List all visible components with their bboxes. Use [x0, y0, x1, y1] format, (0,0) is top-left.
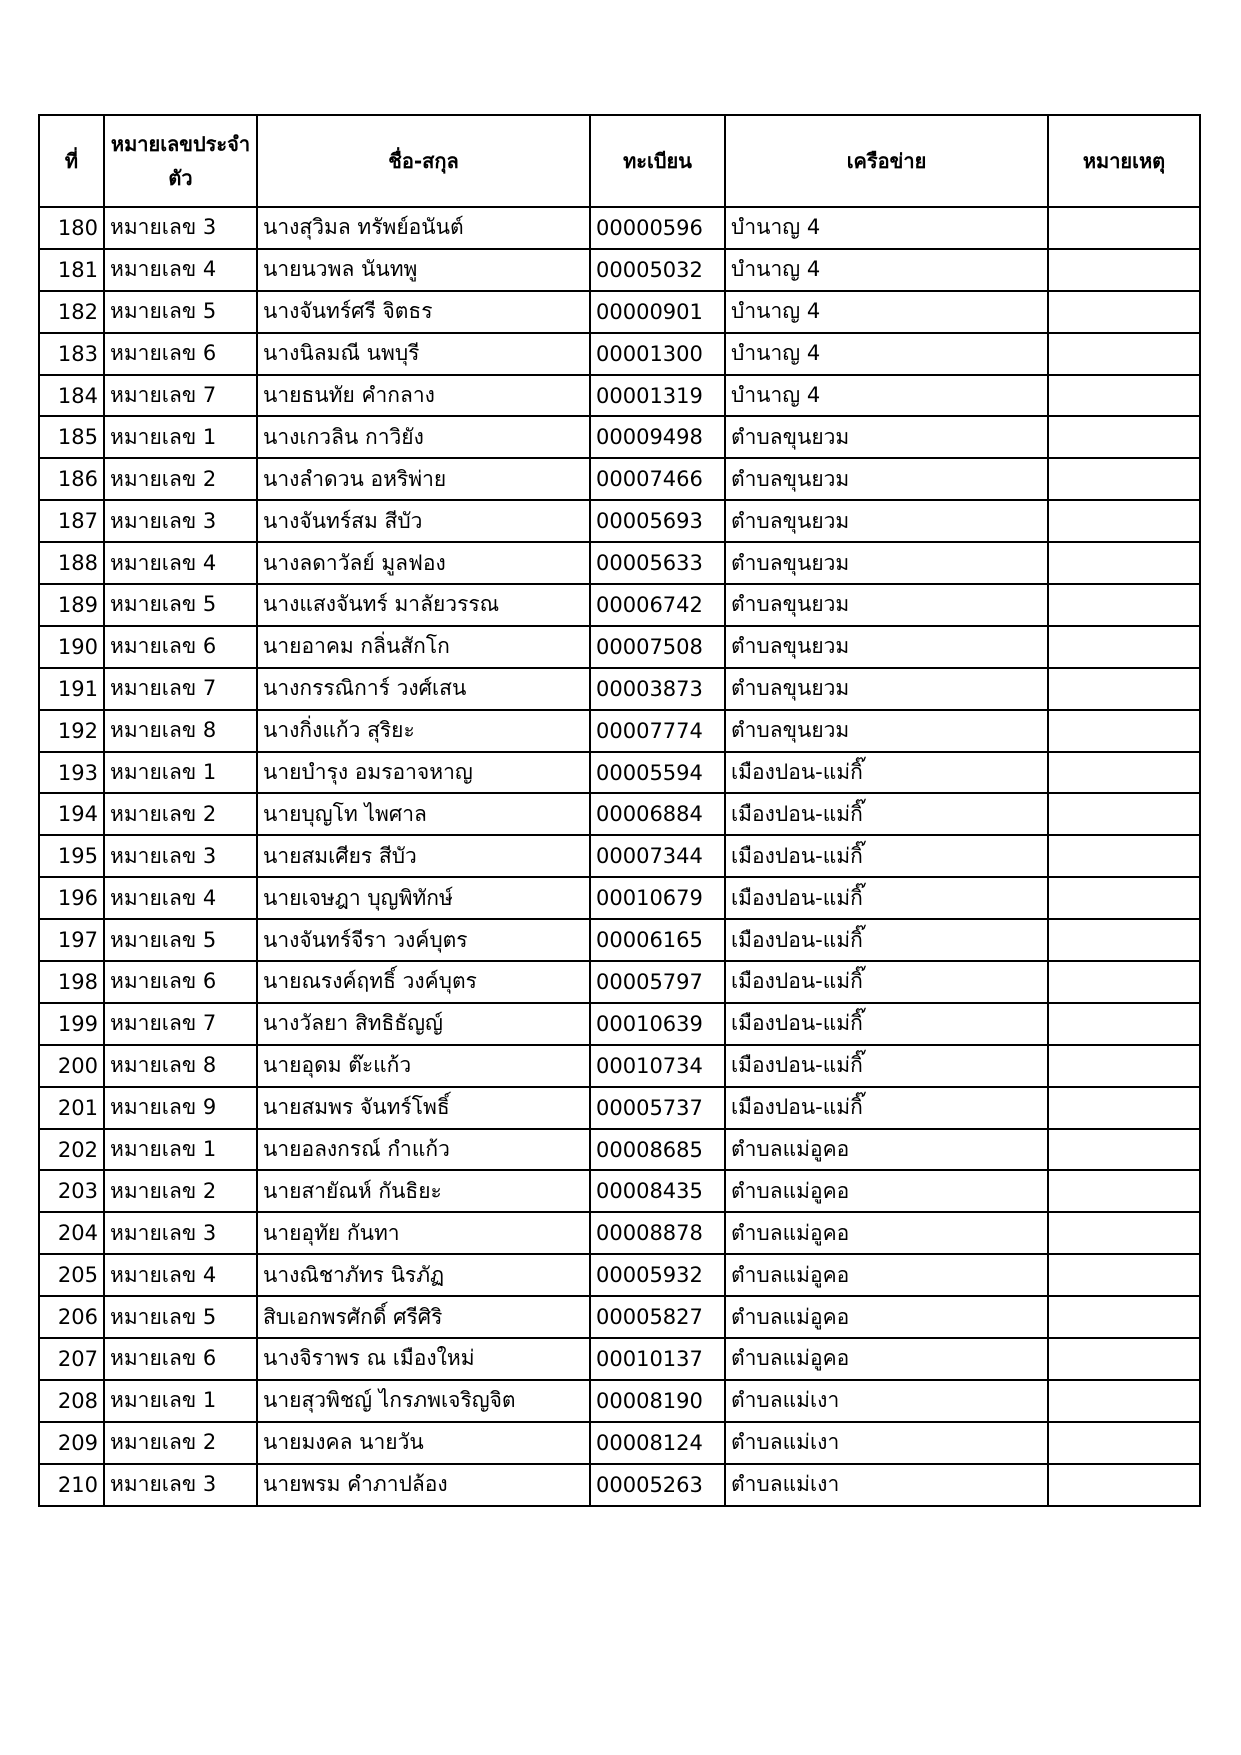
header-no: ที่ — [39, 115, 104, 207]
row-note — [1048, 375, 1200, 417]
row-name: นายเจษฎา บุญพิทักษ์ — [257, 877, 590, 919]
row-id: หมายเลข 1 — [104, 1129, 257, 1171]
row-registration: 00008435 — [590, 1170, 725, 1212]
row-id: หมายเลข 6 — [104, 1338, 257, 1380]
row-id: หมายเลข 3 — [104, 207, 257, 249]
row-registration: 00000596 — [590, 207, 725, 249]
row-network: ตำบลขุนยวม — [725, 458, 1048, 500]
row-network: เมืองปอน-แม่กิ๊ — [725, 919, 1048, 961]
row-note — [1048, 752, 1200, 794]
row-note — [1048, 333, 1200, 375]
table-row — [39, 1338, 1200, 1380]
table-row — [39, 710, 1200, 752]
row-id: หมายเลข 6 — [104, 333, 257, 375]
row-id: หมายเลข 1 — [104, 416, 257, 458]
row-network: ตำบลขุนยวม — [725, 542, 1048, 584]
table-row — [39, 626, 1200, 668]
table-row — [39, 1129, 1200, 1171]
row-id: หมายเลข 8 — [104, 710, 257, 752]
row-registration: 00005797 — [590, 961, 725, 1003]
row-note — [1048, 793, 1200, 835]
row-network: ตำบลแม่อูคอ — [725, 1338, 1048, 1380]
row-note — [1048, 584, 1200, 626]
row-name: นายอุดม ต๊ะแก้ว — [257, 1045, 590, 1087]
row-note — [1048, 207, 1200, 249]
row-number: 188 — [39, 542, 104, 584]
row-network: ตำบลขุนยวม — [725, 668, 1048, 710]
table-row — [39, 500, 1200, 542]
row-name: นายธนทัย คำกลาง — [257, 375, 590, 417]
row-id: หมายเลข 1 — [104, 1380, 257, 1422]
table-row — [39, 1212, 1200, 1254]
row-network: ตำบลขุนยวม — [725, 416, 1048, 458]
row-registration: 00007466 — [590, 458, 725, 500]
row-name: นางวัลยา สิทธิธัญญ์ — [257, 1003, 590, 1045]
row-network: เมืองปอน-แม่กิ๊ — [725, 835, 1048, 877]
row-network: บำนาญ 4 — [725, 291, 1048, 333]
row-note — [1048, 291, 1200, 333]
row-registration: 00000901 — [590, 291, 725, 333]
row-id: หมายเลข 5 — [104, 291, 257, 333]
row-number: 209 — [39, 1422, 104, 1464]
row-name: นายสุวพิชญ์ ไกรภพเจริญจิต — [257, 1380, 590, 1422]
header-id: หมายเลขประจำตัว — [104, 115, 257, 207]
row-registration: 00010679 — [590, 877, 725, 919]
row-network: เมืองปอน-แม่กิ๊ — [725, 793, 1048, 835]
row-registration: 00005633 — [590, 542, 725, 584]
row-registration: 00007344 — [590, 835, 725, 877]
row-registration: 00005693 — [590, 500, 725, 542]
row-number: 207 — [39, 1338, 104, 1380]
row-name: นายบำรุง อมรอาจหาญ — [257, 752, 590, 794]
row-network: บำนาญ 4 — [725, 207, 1048, 249]
table-row — [39, 752, 1200, 794]
row-id: หมายเลข 5 — [104, 584, 257, 626]
row-name: สิบเอกพรศักดิ์ ศรีศิริ — [257, 1296, 590, 1338]
table-row — [39, 1045, 1200, 1087]
row-id: หมายเลข 7 — [104, 375, 257, 417]
row-name: นางจันทร์จีรา วงค์บุตร — [257, 919, 590, 961]
row-number: 181 — [39, 249, 104, 291]
row-name: นางสุวิมล ทรัพย์อนันต์ — [257, 207, 590, 249]
row-name: นายนวพล นันทพู — [257, 249, 590, 291]
row-name: นางจิราพร ณ เมืองใหม่ — [257, 1338, 590, 1380]
row-registration: 00005263 — [590, 1464, 725, 1506]
table-row — [39, 249, 1200, 291]
row-name: นายอาคม กลิ่นสักโก — [257, 626, 590, 668]
row-registration: 00005032 — [590, 249, 725, 291]
table-body — [39, 207, 1200, 1506]
row-network: เมืองปอน-แม่กิ๊ — [725, 752, 1048, 794]
row-id: หมายเลข 7 — [104, 1003, 257, 1045]
row-registration: 00008190 — [590, 1380, 725, 1422]
row-number: 193 — [39, 752, 104, 794]
row-id: หมายเลข 2 — [104, 458, 257, 500]
row-id: หมายเลข 8 — [104, 1045, 257, 1087]
table-row — [39, 1087, 1200, 1129]
row-network: ตำบลแม่เงา — [725, 1422, 1048, 1464]
row-network: เมืองปอน-แม่กิ๊ — [725, 1003, 1048, 1045]
row-number: 189 — [39, 584, 104, 626]
row-note — [1048, 626, 1200, 668]
header-network: เครือข่าย — [725, 115, 1048, 207]
row-network: ตำบลแม่อูคอ — [725, 1170, 1048, 1212]
row-id: หมายเลข 3 — [104, 1464, 257, 1506]
row-registration: 00006884 — [590, 793, 725, 835]
row-registration: 00010734 — [590, 1045, 725, 1087]
row-note — [1048, 500, 1200, 542]
table-row — [39, 333, 1200, 375]
row-note — [1048, 1003, 1200, 1045]
row-name: นางแสงจันทร์ มาลัยวรรณ — [257, 584, 590, 626]
row-network: บำนาญ 4 — [725, 375, 1048, 417]
header-registration: ทะเบียน — [590, 115, 725, 207]
row-network: ตำบลแม่เงา — [725, 1464, 1048, 1506]
row-number: 196 — [39, 877, 104, 919]
row-number: 184 — [39, 375, 104, 417]
row-name: นางกิ่งแก้ว สุริยะ — [257, 710, 590, 752]
row-registration: 00008878 — [590, 1212, 725, 1254]
row-note — [1048, 1087, 1200, 1129]
row-network: เมืองปอน-แม่กิ๊ — [725, 1045, 1048, 1087]
row-id: หมายเลข 2 — [104, 1170, 257, 1212]
row-registration: 00010137 — [590, 1338, 725, 1380]
row-number: 201 — [39, 1087, 104, 1129]
row-network: เมืองปอน-แม่กิ๊ — [725, 1087, 1048, 1129]
row-name: นายพรม คำภาปล้อง — [257, 1464, 590, 1506]
row-number: 203 — [39, 1170, 104, 1212]
row-name: นายสมพร จันทร์โพธิ์ — [257, 1087, 590, 1129]
row-note — [1048, 416, 1200, 458]
header-name: ชื่อ-สกุล — [257, 115, 590, 207]
table-row — [39, 1254, 1200, 1296]
row-number: 183 — [39, 333, 104, 375]
row-registration: 00009498 — [590, 416, 725, 458]
row-note — [1048, 1422, 1200, 1464]
row-note — [1048, 1045, 1200, 1087]
row-number: 180 — [39, 207, 104, 249]
row-note — [1048, 961, 1200, 1003]
row-note — [1048, 877, 1200, 919]
row-network: เมืองปอน-แม่กิ๊ — [725, 961, 1048, 1003]
row-id: หมายเลข 3 — [104, 500, 257, 542]
table-row — [39, 375, 1200, 417]
row-id: หมายเลข 1 — [104, 752, 257, 794]
row-network: เมืองปอน-แม่กิ๊ — [725, 877, 1048, 919]
row-id: หมายเลข 5 — [104, 919, 257, 961]
row-network: ตำบลขุนยวม — [725, 584, 1048, 626]
row-name: นายบุญโท ไพศาล — [257, 793, 590, 835]
row-registration: 00007508 — [590, 626, 725, 668]
row-number: 194 — [39, 793, 104, 835]
row-id: หมายเลข 4 — [104, 877, 257, 919]
row-name: นายมงคล นายวัน — [257, 1422, 590, 1464]
row-number: 206 — [39, 1296, 104, 1338]
table-row — [39, 919, 1200, 961]
row-registration: 00006165 — [590, 919, 725, 961]
table-row — [39, 458, 1200, 500]
table-row — [39, 835, 1200, 877]
table-row — [39, 1464, 1200, 1506]
row-id: หมายเลข 6 — [104, 626, 257, 668]
row-name: นางจันทร์ศรี จิตธร — [257, 291, 590, 333]
row-id: หมายเลข 2 — [104, 1422, 257, 1464]
row-number: 202 — [39, 1129, 104, 1171]
row-name: นางลำดวน อหริพ่าย — [257, 458, 590, 500]
row-id: หมายเลข 9 — [104, 1087, 257, 1129]
row-note — [1048, 1254, 1200, 1296]
row-name: นายณรงค์ฤทธิ์ วงค์บุตร — [257, 961, 590, 1003]
row-network: ตำบลขุนยวม — [725, 500, 1048, 542]
row-name: นางกรรณิการ์ วงศ์เสน — [257, 668, 590, 710]
row-number: 182 — [39, 291, 104, 333]
row-number: 205 — [39, 1254, 104, 1296]
row-registration: 00001300 — [590, 333, 725, 375]
row-name: นางจันทร์สม สีบัว — [257, 500, 590, 542]
table-row — [39, 1296, 1200, 1338]
row-id: หมายเลข 2 — [104, 793, 257, 835]
row-number: 200 — [39, 1045, 104, 1087]
row-registration: 00005932 — [590, 1254, 725, 1296]
row-number: 195 — [39, 835, 104, 877]
row-name: นางลดาวัลย์ มูลฟอง — [257, 542, 590, 584]
row-note — [1048, 1296, 1200, 1338]
row-network: บำนาญ 4 — [725, 249, 1048, 291]
row-note — [1048, 458, 1200, 500]
row-registration: 00007774 — [590, 710, 725, 752]
row-note — [1048, 1170, 1200, 1212]
row-network: ตำบลแม่เงา — [725, 1380, 1048, 1422]
row-registration: 00006742 — [590, 584, 725, 626]
row-id: หมายเลข 4 — [104, 249, 257, 291]
row-network: ตำบลขุนยวม — [725, 626, 1048, 668]
table-row — [39, 207, 1200, 249]
table-row — [39, 291, 1200, 333]
row-registration: 00008685 — [590, 1129, 725, 1171]
table-row — [39, 961, 1200, 1003]
row-id: หมายเลข 3 — [104, 1212, 257, 1254]
row-note — [1048, 1338, 1200, 1380]
table-row — [39, 416, 1200, 458]
table-header-row — [39, 115, 1200, 207]
row-number: 190 — [39, 626, 104, 668]
row-registration: 00010639 — [590, 1003, 725, 1045]
row-name: นางณิชาภัทร นิรภัฏ — [257, 1254, 590, 1296]
table-row — [39, 542, 1200, 584]
table-row — [39, 668, 1200, 710]
row-name: นายสมเศียร สีบัว — [257, 835, 590, 877]
row-name: นายอุทัย กันทา — [257, 1212, 590, 1254]
table-row — [39, 1380, 1200, 1422]
row-id: หมายเลข 5 — [104, 1296, 257, 1338]
row-network: ตำบลแม่อูคอ — [725, 1296, 1048, 1338]
row-network: ตำบลแม่อูคอ — [725, 1129, 1048, 1171]
row-number: 204 — [39, 1212, 104, 1254]
row-number: 208 — [39, 1380, 104, 1422]
row-name: นายสายัณห์ กันธิยะ — [257, 1170, 590, 1212]
row-id: หมายเลข 4 — [104, 1254, 257, 1296]
row-number: 185 — [39, 416, 104, 458]
row-registration: 00005827 — [590, 1296, 725, 1338]
row-id: หมายเลข 7 — [104, 668, 257, 710]
row-note — [1048, 1464, 1200, 1506]
row-network: ตำบลแม่อูคอ — [725, 1254, 1048, 1296]
row-network: ตำบลแม่อูคอ — [725, 1212, 1048, 1254]
row-note — [1048, 249, 1200, 291]
row-network: บำนาญ 4 — [725, 333, 1048, 375]
table-row — [39, 1422, 1200, 1464]
row-note — [1048, 668, 1200, 710]
row-id: หมายเลข 3 — [104, 835, 257, 877]
row-network: ตำบลขุนยวม — [725, 710, 1048, 752]
row-name: นายอลงกรณ์ กำแก้ว — [257, 1129, 590, 1171]
row-number: 199 — [39, 1003, 104, 1045]
row-note — [1048, 1380, 1200, 1422]
row-note — [1048, 835, 1200, 877]
row-note — [1048, 710, 1200, 752]
row-number: 186 — [39, 458, 104, 500]
row-note — [1048, 1212, 1200, 1254]
row-id: หมายเลข 6 — [104, 961, 257, 1003]
table-row — [39, 793, 1200, 835]
table-row — [39, 1003, 1200, 1045]
row-registration: 00003873 — [590, 668, 725, 710]
row-number: 187 — [39, 500, 104, 542]
table-row — [39, 1170, 1200, 1212]
table-row — [39, 877, 1200, 919]
row-registration: 00008124 — [590, 1422, 725, 1464]
header-note: หมายเหตุ — [1048, 115, 1200, 207]
row-id: หมายเลข 4 — [104, 542, 257, 584]
row-note — [1048, 542, 1200, 584]
member-table — [38, 114, 1201, 1507]
row-note — [1048, 1129, 1200, 1171]
row-number: 191 — [39, 668, 104, 710]
row-registration: 00005594 — [590, 752, 725, 794]
table-row — [39, 584, 1200, 626]
row-name: นางเกวลิน กาวิยัง — [257, 416, 590, 458]
row-registration: 00001319 — [590, 375, 725, 417]
row-note — [1048, 919, 1200, 961]
row-registration: 00005737 — [590, 1087, 725, 1129]
row-number: 210 — [39, 1464, 104, 1506]
row-name: นางนิลมณี นพบุรี — [257, 333, 590, 375]
row-number: 197 — [39, 919, 104, 961]
row-number: 192 — [39, 710, 104, 752]
row-number: 198 — [39, 961, 104, 1003]
